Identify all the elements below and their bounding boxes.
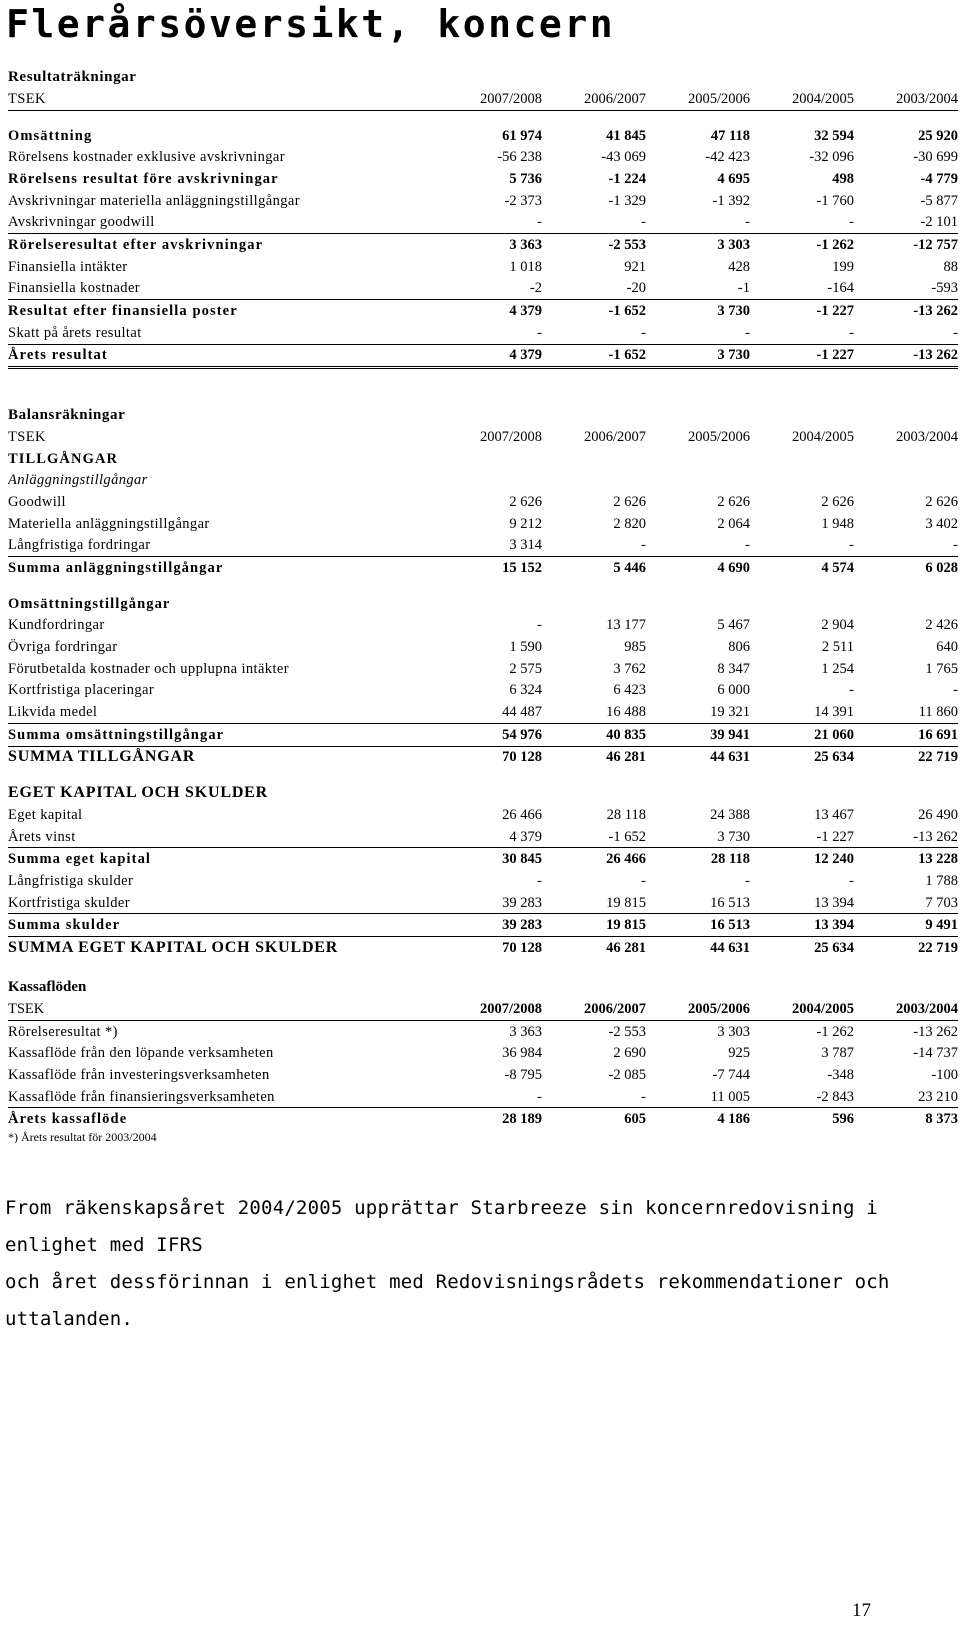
value-cell: 44 487: [502, 704, 542, 721]
row-label: Kassaflöde från finansieringsverksamheten: [8, 1086, 440, 1108]
fixed-assets-heading: Anläggningstillgångar: [8, 472, 148, 489]
row-label: Avskrivningar goodwill: [8, 214, 155, 231]
value-cell: 3 303: [646, 1020, 750, 1042]
balance-title: Balansräkningar: [8, 407, 126, 423]
value-cell: -: [745, 872, 750, 889]
value-cell: -5 877: [920, 192, 958, 209]
value-cell: 70 128: [440, 746, 542, 768]
value-cell: 3 314: [509, 537, 542, 554]
value-cell: -1 760: [816, 192, 854, 209]
unit-label: TSEK: [8, 428, 46, 445]
row-label: Rörelsens kostnader exklusive avskrivningar: [8, 149, 285, 166]
current-assets-heading: Omsättningstillgångar: [8, 595, 171, 612]
table-row: [8, 1042, 958, 1064]
income-header: [8, 88, 958, 125]
balance-header: [8, 426, 958, 491]
table-row: [8, 723, 958, 746]
value-cell: -164: [827, 280, 854, 297]
value-cell: 44 631: [646, 746, 750, 768]
value-cell: -: [849, 872, 854, 889]
table-row: [8, 1020, 958, 1042]
row-label: Omsättning: [8, 127, 93, 144]
table-row: [8, 1086, 958, 1108]
value-cell: 4 574: [750, 557, 854, 579]
value-cell: -: [849, 682, 854, 699]
value-cell: 16 513: [646, 914, 750, 937]
table-row: [8, 615, 958, 637]
value-cell: 605: [624, 1111, 646, 1128]
value-cell: 3 303: [646, 234, 750, 256]
cashflow-title: Kassaflöden: [8, 979, 87, 995]
value-cell: 32 594: [814, 127, 854, 144]
row-label: Långfristiga fordringar: [8, 537, 151, 554]
value-cell: 9 491: [854, 914, 958, 937]
value-cell: -1 329: [608, 192, 646, 209]
value-cell: 640: [936, 639, 958, 656]
value-cell: 41 845: [606, 127, 646, 144]
year-header: 2007/2008: [479, 428, 542, 445]
value-cell: -7 744: [712, 1066, 750, 1083]
value-cell: -1 652: [542, 344, 646, 368]
value-cell: 4 379: [440, 344, 542, 368]
row-label: Kortfristiga skulder: [8, 894, 130, 911]
value-cell: 2 626: [613, 493, 646, 510]
value-cell: 6 000: [717, 682, 750, 699]
row-label: Materiella anläggningstillgångar: [8, 515, 210, 532]
cashflow-table: [8, 1020, 958, 1130]
year-header: 2006/2007: [542, 88, 646, 110]
row-label: Goodwill: [8, 493, 66, 510]
row-label: Eget kapital: [8, 806, 83, 823]
value-cell: 4 379: [440, 300, 542, 322]
cashflow-footnote: *) Årets resultat för 2003/2004: [8, 1130, 157, 1144]
table-row: [8, 701, 958, 723]
value-cell: -1 652: [542, 300, 646, 322]
table-row: [8, 636, 958, 658]
table-row: [8, 300, 958, 322]
table-row: [8, 344, 958, 368]
value-cell: -: [537, 617, 542, 634]
value-cell: -: [953, 682, 958, 699]
year-header: 2004/2005: [791, 428, 854, 445]
closing-line: From räkenskapsåret 2004/2005 upprättar Starbreeze sin koncernredovisning i enlighet med IFRS: [5, 1197, 878, 1256]
value-cell: -: [646, 322, 750, 344]
value-cell: -: [641, 537, 646, 554]
row-label: Årets resultat: [8, 344, 440, 368]
value-cell: 2 626: [717, 493, 750, 510]
value-cell: -: [745, 537, 750, 554]
value-cell: -1 227: [816, 828, 854, 845]
year-header: 2005/2006: [687, 428, 750, 445]
table-row: [8, 848, 958, 870]
year-header: 2007/2008: [440, 88, 542, 110]
value-cell: 5 446: [542, 557, 646, 579]
value-cell: 21 060: [750, 723, 854, 746]
value-cell: 25 920: [918, 127, 958, 144]
value-cell: 14 391: [814, 704, 854, 721]
value-cell: 6 028: [854, 557, 958, 579]
value-cell: -13 262: [854, 344, 958, 368]
table-row: [8, 534, 958, 556]
value-cell: 2 511: [821, 639, 854, 656]
value-cell: -2 553: [542, 1020, 646, 1042]
value-cell: 13 228: [854, 848, 958, 870]
table-row: [8, 870, 958, 892]
row-label: Rörelseresultat efter avskrivningar: [8, 234, 440, 256]
table-row: [8, 826, 958, 848]
value-cell: -20: [626, 280, 646, 297]
value-cell: -42 423: [705, 149, 750, 166]
value-cell: 3 787: [821, 1045, 854, 1062]
value-cell: 3 730: [646, 300, 750, 322]
value-cell: 23 210: [854, 1086, 958, 1108]
value-cell: 46 281: [542, 746, 646, 768]
table-row: [8, 278, 958, 300]
value-cell: -: [537, 872, 542, 889]
value-cell: 1 948: [821, 515, 854, 532]
value-cell: -: [745, 214, 750, 231]
table-row: [8, 804, 958, 826]
value-cell: 4 379: [509, 828, 542, 845]
value-cell: -1 224: [608, 170, 646, 187]
table-row: [8, 937, 958, 959]
value-cell: 28 118: [646, 848, 750, 870]
value-cell: 925: [728, 1045, 750, 1062]
value-cell: 54 976: [440, 723, 542, 746]
value-cell: 13 394: [750, 914, 854, 937]
table-row: [8, 680, 958, 702]
value-cell: 921: [624, 258, 646, 275]
value-cell: 11 005: [646, 1086, 750, 1108]
value-cell: 11 860: [918, 704, 958, 721]
value-cell: -2: [529, 280, 542, 297]
closing-line: och året dessförinnan i enlighet med Redovisningsrådets rekommendationer och uttalanden.: [5, 1271, 890, 1330]
value-cell: 13 467: [814, 806, 854, 823]
row-label: SUMMA EGET KAPITAL OCH SKULDER: [8, 937, 440, 959]
income-table: [8, 125, 958, 370]
value-cell: -100: [931, 1066, 958, 1083]
value-cell: 3 730: [717, 828, 750, 845]
value-cell: 61 974: [502, 127, 542, 144]
value-cell: 498: [832, 170, 854, 187]
value-cell: 26 490: [918, 806, 958, 823]
table-row: [8, 146, 958, 168]
value-cell: -32 096: [809, 149, 854, 166]
value-cell: 40 835: [542, 723, 646, 746]
value-cell: -30 699: [913, 149, 958, 166]
value-cell: 26 466: [502, 806, 542, 823]
value-cell: -: [440, 322, 542, 344]
unit-label: TSEK: [8, 1000, 45, 1017]
value-cell: -: [849, 537, 854, 554]
year-header: 2003/2004: [895, 1000, 958, 1017]
table-row: [8, 211, 958, 233]
value-cell: 2 626: [821, 493, 854, 510]
row-label: Kassaflöde från den löpande verksamheten: [8, 1045, 274, 1062]
row-label: Finansiella kostnader: [8, 280, 141, 297]
table-row: [8, 1108, 958, 1130]
value-cell: -2 101: [920, 214, 958, 231]
table-row: [8, 892, 958, 914]
cashflow-section: [8, 976, 958, 1130]
value-cell: 39 283: [502, 894, 542, 911]
income-title: Resultaträkningar: [8, 69, 137, 85]
value-cell: 2 626: [925, 493, 958, 510]
value-cell: 46 281: [542, 937, 646, 959]
value-cell: 199: [832, 258, 854, 275]
value-cell: 25 634: [750, 746, 854, 768]
value-cell: 3 402: [925, 515, 958, 532]
table-row: [8, 190, 958, 212]
value-cell: -13 262: [854, 300, 958, 322]
balance-section: [8, 404, 958, 959]
value-cell: -: [641, 214, 646, 231]
row-label: Förutbetalda kostnader och upplupna intäkter: [8, 660, 289, 677]
value-cell: -2 373: [504, 192, 542, 209]
value-cell: 70 128: [440, 937, 542, 959]
table-row: [8, 658, 958, 680]
row-label: Finansiella intäkter: [8, 258, 128, 275]
value-cell: 4 690: [646, 557, 750, 579]
equity-table: [8, 804, 958, 959]
value-cell: 7 703: [925, 894, 958, 911]
year-header: 2005/2006: [687, 1000, 750, 1017]
value-cell: -: [537, 214, 542, 231]
row-label: Kundfordringar: [8, 617, 105, 634]
cashflow-header: [8, 998, 958, 1020]
table-row: [8, 914, 958, 937]
value-cell: 5 467: [717, 617, 750, 634]
year-header: 2004/2005: [791, 1000, 854, 1017]
value-cell: 3 363: [440, 234, 542, 256]
fixed-assets-table: [8, 491, 958, 579]
table-row: [8, 234, 958, 256]
value-cell: -: [542, 1086, 646, 1108]
value-cell: 28 118: [606, 806, 646, 823]
value-cell: -2 085: [608, 1066, 646, 1083]
row-label: Rörelseresultat *): [8, 1020, 440, 1042]
current-assets-table: [8, 615, 958, 769]
value-cell: 30 845: [440, 848, 542, 870]
value-cell: -8 795: [504, 1066, 542, 1083]
value-cell: -2 553: [542, 234, 646, 256]
row-label: Likvida medel: [8, 704, 98, 721]
row-label: SUMMA TILLGÅNGAR: [8, 746, 440, 768]
value-cell: -: [849, 214, 854, 231]
row-label: Kassaflöde från investeringsverksamheten: [8, 1066, 270, 1083]
value-cell: 25 634: [750, 937, 854, 959]
row-label: Årets vinst: [8, 828, 76, 845]
table-row: [8, 557, 958, 579]
year-header: 2003/2004: [854, 88, 958, 110]
table-row: [8, 513, 958, 535]
equity-heading: EGET KAPITAL OCH SKULDER: [8, 784, 268, 802]
value-cell: 13 177: [606, 617, 646, 634]
row-label: Summa eget kapital: [8, 848, 440, 870]
value-cell: -12 757: [854, 234, 958, 256]
value-cell: 44 631: [646, 937, 750, 959]
value-cell: -593: [931, 280, 958, 297]
value-cell: -: [440, 1086, 542, 1108]
value-cell: -: [750, 322, 854, 344]
value-cell: 5 736: [509, 170, 542, 187]
table-row: [8, 168, 958, 190]
unit-label: TSEK: [8, 88, 440, 110]
table-row: [8, 125, 958, 147]
value-cell: 16 513: [710, 894, 750, 911]
value-cell: -1 652: [608, 828, 646, 845]
value-cell: 22 719: [854, 746, 958, 768]
value-cell: 19 815: [606, 894, 646, 911]
value-cell: -43 069: [601, 149, 646, 166]
value-cell: 9 212: [509, 515, 542, 532]
value-cell: -1 227: [750, 300, 854, 322]
value-cell: 16 691: [854, 723, 958, 746]
value-cell: 428: [728, 258, 750, 275]
current-heading-table: [8, 579, 954, 615]
value-cell: -13 262: [913, 828, 958, 845]
income-section: [8, 66, 958, 369]
value-cell: 26 466: [542, 848, 646, 870]
value-cell: 596: [832, 1111, 854, 1128]
value-cell: 13 394: [814, 894, 854, 911]
value-cell: -1 392: [712, 192, 750, 209]
value-cell: 6 324: [509, 682, 542, 699]
value-cell: 15 152: [440, 557, 542, 579]
value-cell: 1 788: [925, 872, 958, 889]
value-cell: 24 388: [710, 806, 750, 823]
row-label: Summa omsättningstillgångar: [8, 723, 440, 746]
value-cell: 2 904: [821, 617, 854, 634]
value-cell: 2 064: [717, 515, 750, 532]
value-cell: 8 347: [717, 660, 750, 677]
page-number: 17: [852, 1600, 871, 1621]
year-header: 2007/2008: [479, 1000, 542, 1017]
row-label: Övriga fordringar: [8, 639, 118, 656]
value-cell: 4 695: [717, 170, 750, 187]
year-header: 2003/2004: [895, 428, 958, 445]
page-title: Flerårsöversikt, koncern: [6, 2, 616, 46]
value-cell: 985: [624, 639, 646, 656]
equity-heading-table: [8, 768, 954, 804]
row-label: Summa anläggningstillgångar: [8, 557, 440, 579]
year-header: 2006/2007: [583, 428, 646, 445]
value-cell: -4 779: [920, 170, 958, 187]
table-row: [8, 1064, 958, 1086]
value-cell: 3 730: [646, 344, 750, 368]
assets-heading: TILLGÅNGAR: [8, 450, 119, 467]
row-label: Rörelsens resultat före avskrivningar: [8, 170, 279, 187]
row-label: Resultat efter finansiella poster: [8, 300, 440, 322]
value-cell: 22 719: [854, 937, 958, 959]
value-cell: 2 820: [613, 515, 646, 532]
value-cell: 2 626: [509, 493, 542, 510]
value-cell: 806: [728, 639, 750, 656]
table-row: [8, 746, 958, 768]
value-cell: 1 590: [509, 639, 542, 656]
value-cell: 39 283: [440, 914, 542, 937]
year-header: 2004/2005: [750, 88, 854, 110]
value-cell: -348: [827, 1066, 854, 1083]
value-cell: 36 984: [502, 1045, 542, 1062]
value-cell: 1 254: [821, 660, 854, 677]
row-label: Årets kassaflöde: [8, 1111, 128, 1128]
table-row: [8, 491, 958, 513]
value-cell: 28 189: [502, 1111, 542, 1128]
value-cell: -: [953, 537, 958, 554]
value-cell: -2 843: [750, 1086, 854, 1108]
row-label: Avskrivningar materiella anläggningstillgångar: [8, 192, 300, 209]
value-cell: 16 488: [606, 704, 646, 721]
value-cell: 1 765: [925, 660, 958, 677]
value-cell: 88: [943, 258, 958, 275]
value-cell: -1 262: [750, 1020, 854, 1042]
value-cell: -: [854, 322, 958, 344]
closing-text: [5, 1190, 960, 1338]
row-label: Långfristiga skulder: [8, 872, 134, 889]
value-cell: 47 118: [710, 127, 750, 144]
value-cell: 12 240: [750, 848, 854, 870]
value-cell: 8 373: [925, 1111, 958, 1128]
value-cell: -14 737: [913, 1045, 958, 1062]
table-row: [8, 322, 958, 344]
value-cell: -1: [737, 280, 750, 297]
value-cell: -: [641, 872, 646, 889]
year-header: 2005/2006: [646, 88, 750, 110]
value-cell: 6 423: [613, 682, 646, 699]
value-cell: 2 690: [613, 1045, 646, 1062]
value-cell: 2 575: [509, 660, 542, 677]
value-cell: -56 238: [497, 149, 542, 166]
row-label: Skatt på årets resultat: [8, 322, 440, 344]
row-label: Summa skulder: [8, 914, 440, 937]
value-cell: 3 363: [440, 1020, 542, 1042]
value-cell: -13 262: [854, 1020, 958, 1042]
value-cell: 39 941: [646, 723, 750, 746]
value-cell: -1 262: [750, 234, 854, 256]
table-row: [8, 256, 958, 278]
value-cell: 19 815: [542, 914, 646, 937]
value-cell: 3 762: [613, 660, 646, 677]
value-cell: -1 227: [750, 344, 854, 368]
value-cell: 19 321: [710, 704, 750, 721]
value-cell: -: [542, 322, 646, 344]
row-label: Kortfristiga placeringar: [8, 682, 155, 699]
value-cell: 2 426: [925, 617, 958, 634]
value-cell: 4 186: [717, 1111, 750, 1128]
value-cell: 1 018: [509, 258, 542, 275]
year-header: 2006/2007: [583, 1000, 646, 1017]
